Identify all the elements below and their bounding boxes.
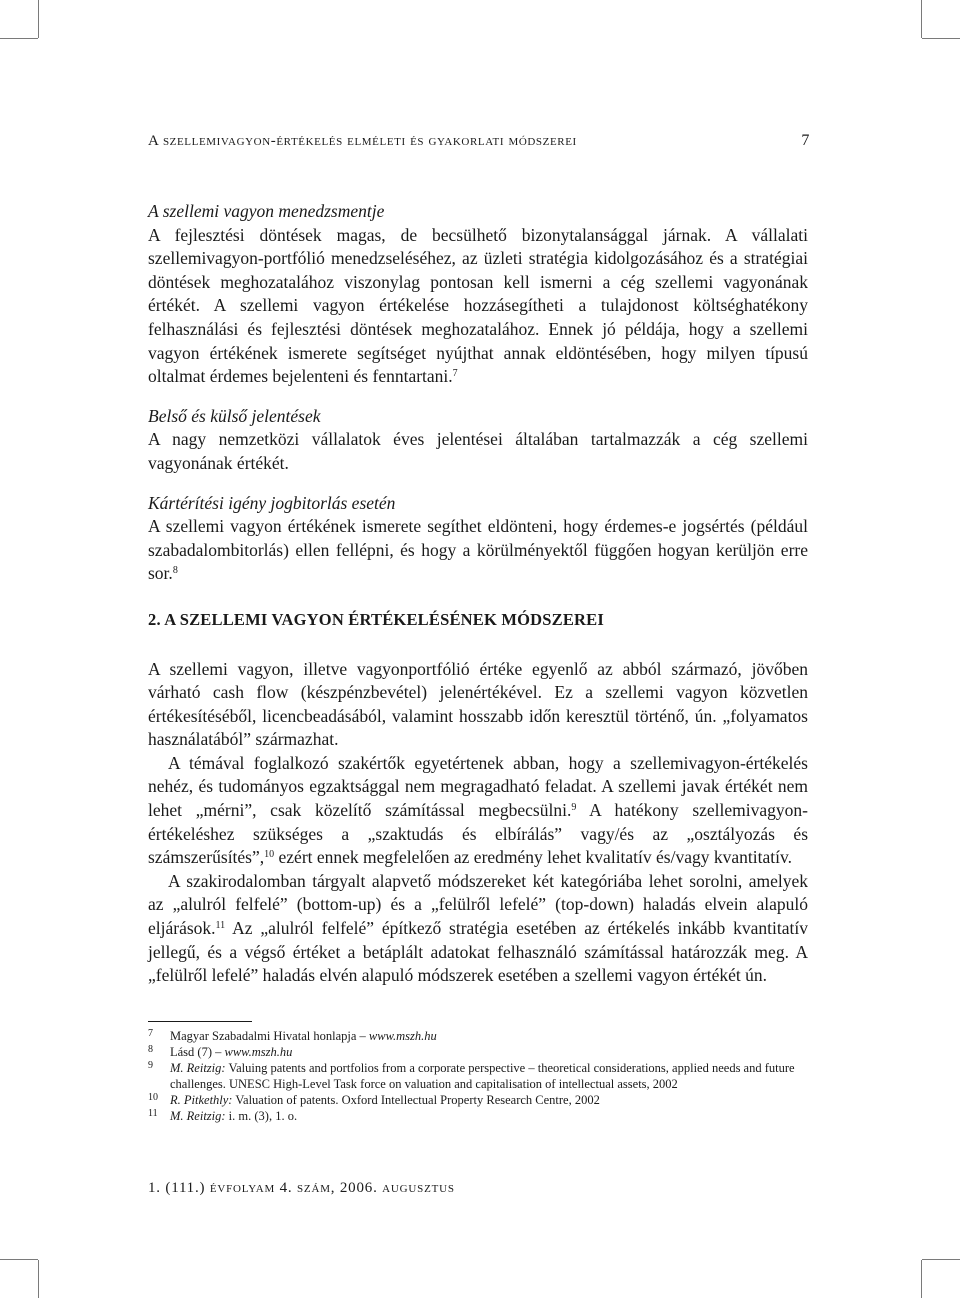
footnote-ref[interactable]: 10 (264, 849, 275, 861)
footnote-ref[interactable]: 11 (215, 920, 226, 932)
section-reports (148, 405, 808, 476)
paragraph-text: A fejlesztési döntések magas, de becsülhető bizonytalansággal járnak. A vállalati szellemivagyon-portfólió menedzseléséhez, az üzleti stratégia kidolgozásához és a stratégiai döntések meghozatalához viszonylag pontosan kell ismerni a cég szellemi vagyonának értékét. A szellemi vagyon értékelése hozzásegítheti a tulajdonost költséghatékony felhasználási és fejlesztési döntések meghozatalához. Ennek jó példája, hogy a szellemi vagyon értékének ismerete segítséget nyújthat annak eldöntésében, hogy milyen típusú oltalmat érdemes bejelenteni és fenntartani. (148, 224, 808, 387)
paragraph (148, 515, 808, 586)
paragraph-text: A hatékony szellemivagyon-értékeléshez szükséges a „szaktudás és elbírálás” vagy/és az „osztályozás és számszerűsítés”, (148, 800, 808, 868)
paragraph-text: A szellemi vagyon értékének ismerete segíthet eldönteni, hogy érdemes-e jogsértés (például szabadalombitorlás) ellen fellépni, és hogy a körülményektől függően hogyan kerüljön erre sor. (148, 516, 808, 584)
main-text (148, 200, 808, 988)
footnote (148, 1028, 808, 1044)
paragraph-text: ezért ennek megfelelően az eredmény lehet kvalitatív és/vagy kvantitatív. (274, 847, 792, 868)
crop-mark (921, 1260, 922, 1298)
paragraph-text: A szakirodalomban tárgyalt alapvető módszereket két kategóriába lehet sorolni, amelyek az „alulról felfelé” (bottom-up) és a „felülről lefelé” (top-down) haladás elvein alapuló eljárások. (148, 870, 808, 939)
subheading: Kártérítési igény jogbitorlás esetén (148, 492, 396, 513)
footnote-text (170, 1092, 808, 1108)
section-title: 2. A SZELLEMI VAGYON ÉRTÉKELÉSÉNEK MÓDSZEREI (148, 609, 604, 629)
crop-mark (922, 1259, 960, 1260)
paragraph: A szellemi vagyon, illetve vagyonportfólió értéke egyenlő az abból származó, jövőben várható cash flow (készpénzbevétel) jelenértékével. Ez a szellemi vagyon közvetlen értékesítéséből, licencbeadásából, valamint hosszabb időn keresztül történő, ún. „folyamatos használatából” származhat. (148, 658, 808, 750)
footnote-ref[interactable]: 7 (452, 368, 458, 380)
footnotes (148, 1021, 808, 1124)
footnote-link[interactable]: www.mszh.hu (224, 1045, 293, 1059)
paragraph (148, 870, 808, 988)
footnote (148, 1108, 808, 1124)
footnote-author: M. Reitzig: (170, 1061, 226, 1075)
footnote-ref[interactable]: 8 (172, 565, 178, 577)
crop-mark (922, 38, 960, 39)
footnote-number: 9 (148, 1060, 153, 1071)
footnote-body: Lásd (7) – (170, 1045, 225, 1059)
crop-mark (38, 0, 39, 38)
footnote-text (170, 1044, 808, 1060)
footnote-text (170, 1060, 808, 1092)
footnote (148, 1092, 808, 1108)
footnote-rule (148, 1021, 252, 1022)
paragraph (148, 428, 808, 475)
crop-mark (921, 0, 922, 38)
running-title: A szellemivagyon-értékelés elméleti és gyakorlati módszerei (148, 133, 577, 149)
footnote-author: R. Pitkethly: (170, 1093, 233, 1107)
footnote-number: 7 (148, 1028, 153, 1039)
footnote-body: i. m. (3), 1. o. (225, 1109, 298, 1123)
section-management (148, 200, 808, 389)
subheading: A szellemi vagyon menedzsmentje (148, 201, 385, 221)
footnote-body: Valuing patents and portfolios from a corporate perspective – theoretical considerations, applied needs and future challenges. UNESC High-Level Task force on valuation and capitalisation of intellectual assets, 2002 (170, 1061, 795, 1091)
paragraph (148, 224, 808, 389)
paragraph-text: A nagy nemzetközi vállalatok éves jelentései általában tartalmazzák a cég szellemi vagyonának értékét. (148, 429, 808, 473)
paragraph-text: A témával foglalkozó szakértők egyetértenek abban, hogy a szellemivagyon-értékelés nehéz, és tudományos egzaktsággal nem megragadható feladat. A szellemi javak értékét nem lehet „mérni”, csak közelítő számítással megbecsülni. (148, 752, 808, 821)
footnote-body: Magyar Szabadalmi Hivatal honlapja – (170, 1029, 369, 1043)
footnote-author: M. Reitzig: (170, 1109, 226, 1123)
footnote-body: Valuation of patents. Oxford Intellectual Property Research Centre, 2002 (232, 1093, 600, 1107)
footnote-number: 10 (148, 1092, 158, 1103)
subheading: Belső és külső jelentések (148, 405, 321, 426)
crop-mark (0, 1259, 38, 1260)
paragraph (148, 752, 808, 870)
footnote (148, 1060, 808, 1092)
paragraph-text: Az „alulról felfelé” építkező stratégia esetében az értékelés inkább kvantitatív jellegű, és a végső értéket a betáplált adatokat felhasználó számítással határozzák meg. A „felülről lefelé” haladás elvén alapuló módszerek esetében a szellemi vagyon értékét ún. (148, 918, 808, 986)
footnote-ref[interactable]: 9 (571, 802, 577, 814)
footnote-link[interactable]: www.mszh.hu (368, 1029, 437, 1043)
footnote-text (170, 1108, 808, 1124)
running-footer: 1. (111.) évfolyam 4. szám, 2006. augusztus (148, 1180, 455, 1196)
page-number: 7 (801, 132, 810, 149)
crop-mark (38, 1260, 39, 1298)
section-damages (148, 492, 808, 586)
footnote-number: 8 (148, 1044, 153, 1055)
footnote-number: 11 (148, 1108, 158, 1119)
crop-mark (0, 38, 38, 39)
footnote-text (170, 1028, 808, 1044)
footnote (148, 1044, 808, 1060)
running-header (148, 132, 810, 150)
